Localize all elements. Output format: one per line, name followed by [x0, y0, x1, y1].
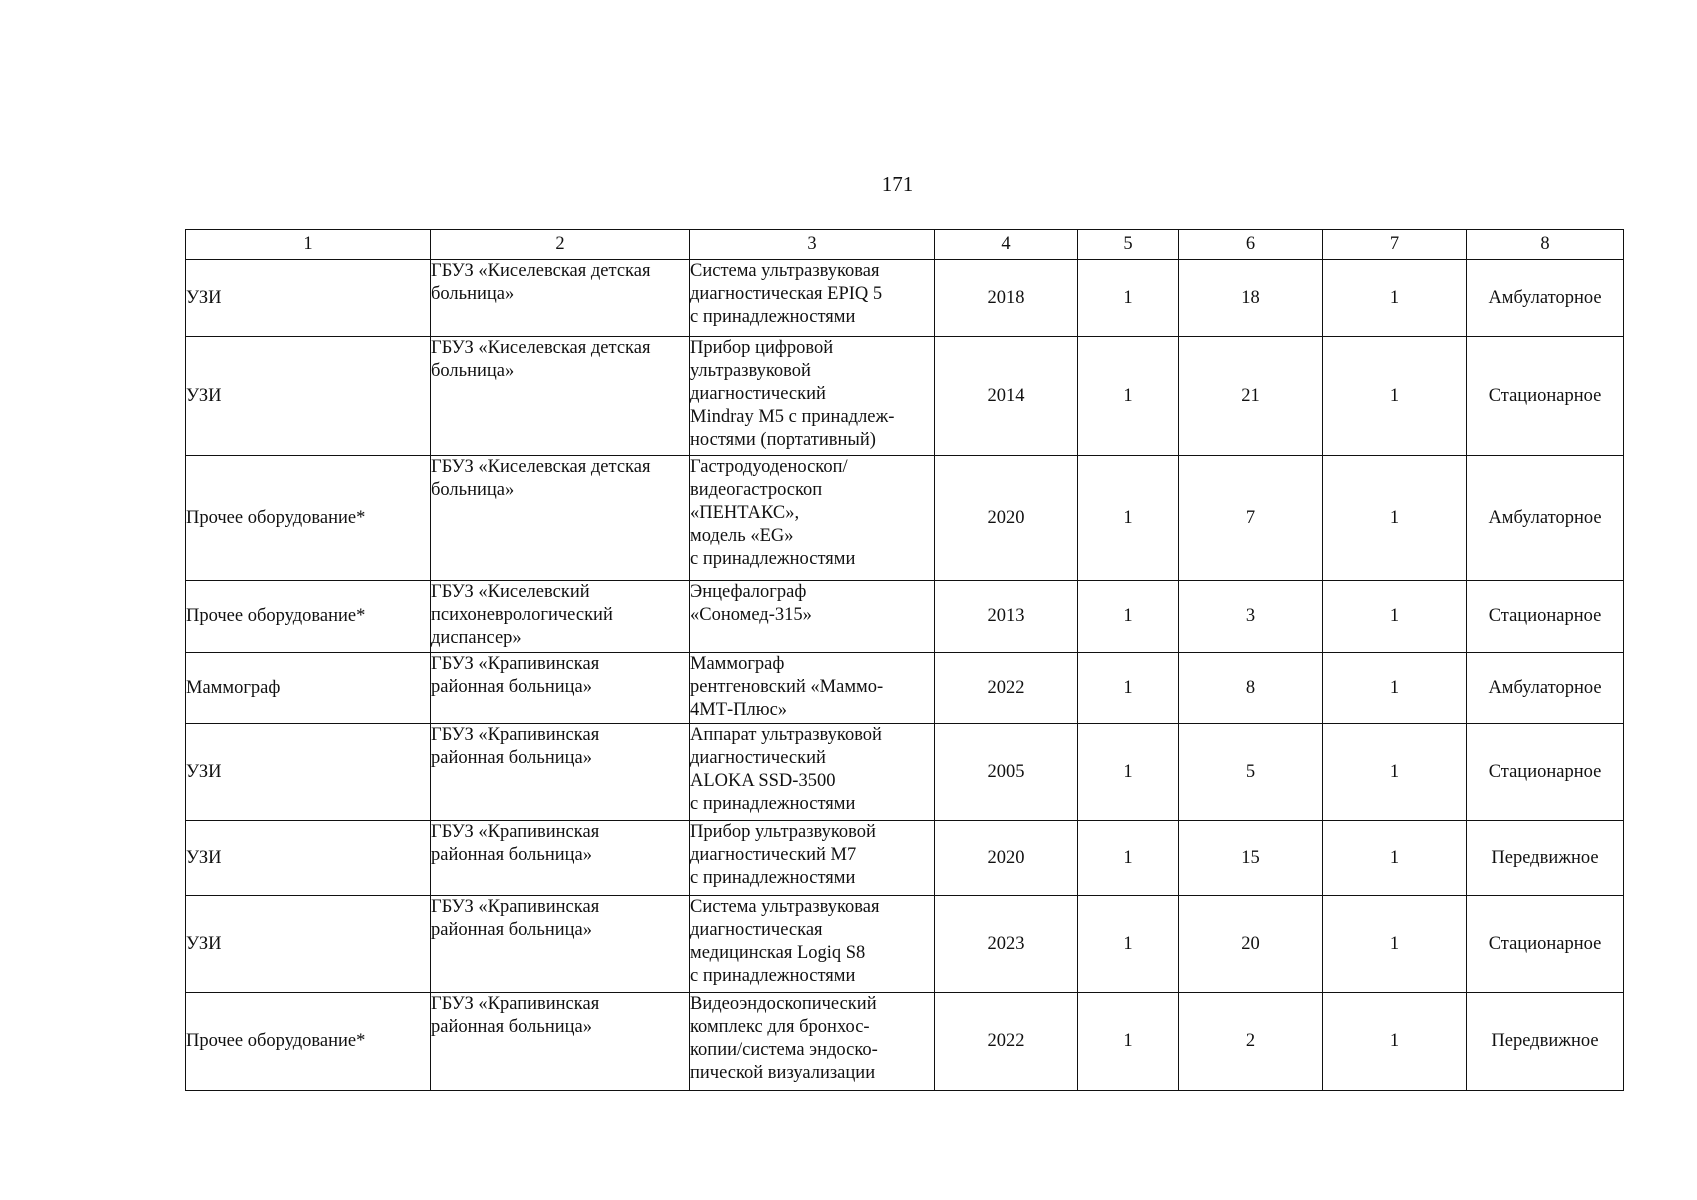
mode-cell: Стационарное: [1467, 337, 1624, 456]
mode-cell: Стационарное: [1467, 581, 1624, 653]
column-7-cell: 1: [1323, 337, 1467, 456]
column-5-cell: 1: [1078, 896, 1179, 993]
equipment-type-cell: УЗИ: [186, 337, 431, 456]
equipment-type-cell: Маммограф: [186, 653, 431, 724]
column-5-cell: 1: [1078, 821, 1179, 896]
column-7-cell: 1: [1323, 821, 1467, 896]
year-cell: 2022: [935, 653, 1078, 724]
column-5-cell: 1: [1078, 993, 1179, 1091]
equipment-type-cell: УЗИ: [186, 724, 431, 821]
column-7-cell: 1: [1323, 993, 1467, 1091]
year-cell: 2014: [935, 337, 1078, 456]
column-header: 3: [690, 230, 935, 260]
organization-cell: ГБУЗ «Киселевская детская больница»: [431, 337, 690, 456]
equipment-table: [185, 229, 1624, 1091]
column-6-cell: 21: [1179, 337, 1323, 456]
organization-cell: ГБУЗ «Киселевская детская больница»: [431, 456, 690, 581]
organization-cell: ГБУЗ «Крапивинская районная больница»: [431, 821, 690, 896]
equipment-name-cell: Видеоэндоскопический комплекс для бронхос- копии/система эндоско- пической визуализации: [690, 993, 935, 1091]
column-6-cell: 3: [1179, 581, 1323, 653]
table-row: [186, 581, 1624, 653]
column-7-cell: 1: [1323, 896, 1467, 993]
mode-cell: Передвижное: [1467, 821, 1624, 896]
column-header: 7: [1323, 230, 1467, 260]
column-6-cell: 7: [1179, 456, 1323, 581]
equipment-type-cell: УЗИ: [186, 896, 431, 993]
organization-cell: ГБУЗ «Крапивинская районная больница»: [431, 724, 690, 821]
column-6-cell: 2: [1179, 993, 1323, 1091]
table-row: [186, 456, 1624, 581]
equipment-name-cell: Аппарат ультразвуковой диагностический ALOKA SSD-3500 с принадлежностями: [690, 724, 935, 821]
column-6-cell: 15: [1179, 821, 1323, 896]
table-row: [186, 724, 1624, 821]
year-cell: 2020: [935, 821, 1078, 896]
year-cell: 2023: [935, 896, 1078, 993]
equipment-name-cell: Энцефалограф «Сономед-315»: [690, 581, 935, 653]
equipment-name-cell: Прибор ультразвуковой диагностический M7 с принадлежностями: [690, 821, 935, 896]
table-row: [186, 337, 1624, 456]
table-row: [186, 821, 1624, 896]
column-header: 6: [1179, 230, 1323, 260]
table-row: [186, 653, 1624, 724]
column-header: 4: [935, 230, 1078, 260]
column-6-cell: 20: [1179, 896, 1323, 993]
column-header: 8: [1467, 230, 1624, 260]
column-5-cell: 1: [1078, 456, 1179, 581]
equipment-name-cell: Маммограф рентгеновский «Маммо- 4МТ-Плюс»: [690, 653, 935, 724]
equipment-type-cell: Прочее оборудование*: [186, 456, 431, 581]
column-7-cell: 1: [1323, 653, 1467, 724]
column-7-cell: 1: [1323, 724, 1467, 821]
organization-cell: ГБУЗ «Киселевская детская больница»: [431, 260, 690, 337]
column-7-cell: 1: [1323, 581, 1467, 653]
equipment-name-cell: Система ультразвуковая диагностическая EPIQ 5 с принадлежностями: [690, 260, 935, 337]
column-header: 2: [431, 230, 690, 260]
column-5-cell: 1: [1078, 337, 1179, 456]
column-6-cell: 8: [1179, 653, 1323, 724]
organization-cell: ГБУЗ «Крапивинская районная больница»: [431, 653, 690, 724]
equipment-type-cell: УЗИ: [186, 260, 431, 337]
column-number-row: [186, 230, 1624, 260]
equipment-type-cell: Прочее оборудование*: [186, 993, 431, 1091]
organization-cell: ГБУЗ «Крапивинская районная больница»: [431, 896, 690, 993]
equipment-type-cell: УЗИ: [186, 821, 431, 896]
mode-cell: Стационарное: [1467, 724, 1624, 821]
table-row: [186, 993, 1624, 1091]
column-5-cell: 1: [1078, 653, 1179, 724]
column-header: 5: [1078, 230, 1179, 260]
equipment-type-cell: Прочее оборудование*: [186, 581, 431, 653]
column-6-cell: 5: [1179, 724, 1323, 821]
mode-cell: Передвижное: [1467, 993, 1624, 1091]
column-5-cell: 1: [1078, 581, 1179, 653]
mode-cell: Амбулаторное: [1467, 456, 1624, 581]
column-7-cell: 1: [1323, 456, 1467, 581]
mode-cell: Амбулаторное: [1467, 260, 1624, 337]
column-6-cell: 18: [1179, 260, 1323, 337]
year-cell: 2005: [935, 724, 1078, 821]
equipment-name-cell: Система ультразвуковая диагностическая медицинская Logiq S8 с принадлежностями: [690, 896, 935, 993]
year-cell: 2018: [935, 260, 1078, 337]
year-cell: 2020: [935, 456, 1078, 581]
year-cell: 2013: [935, 581, 1078, 653]
column-5-cell: 1: [1078, 260, 1179, 337]
equipment-name-cell: Прибор цифровой ультразвуковой диагностический Mindray M5 с принадлеж- ностями (портативный): [690, 337, 935, 456]
mode-cell: Стационарное: [1467, 896, 1624, 993]
column-5-cell: 1: [1078, 724, 1179, 821]
equipment-name-cell: Гастродуоденоскоп/ видеогастроскоп «ПЕНТАКС», модель «EG» с принадлежностями: [690, 456, 935, 581]
page-number: 171: [881, 172, 914, 196]
table-row: [186, 260, 1624, 337]
column-7-cell: 1: [1323, 260, 1467, 337]
column-header: 1: [186, 230, 431, 260]
table-row: [186, 896, 1624, 993]
organization-cell: ГБУЗ «Крапивинская районная больница»: [431, 993, 690, 1091]
year-cell: 2022: [935, 993, 1078, 1091]
organization-cell: ГБУЗ «Киселевский психоневрологический диспансер»: [431, 581, 690, 653]
mode-cell: Амбулаторное: [1467, 653, 1624, 724]
